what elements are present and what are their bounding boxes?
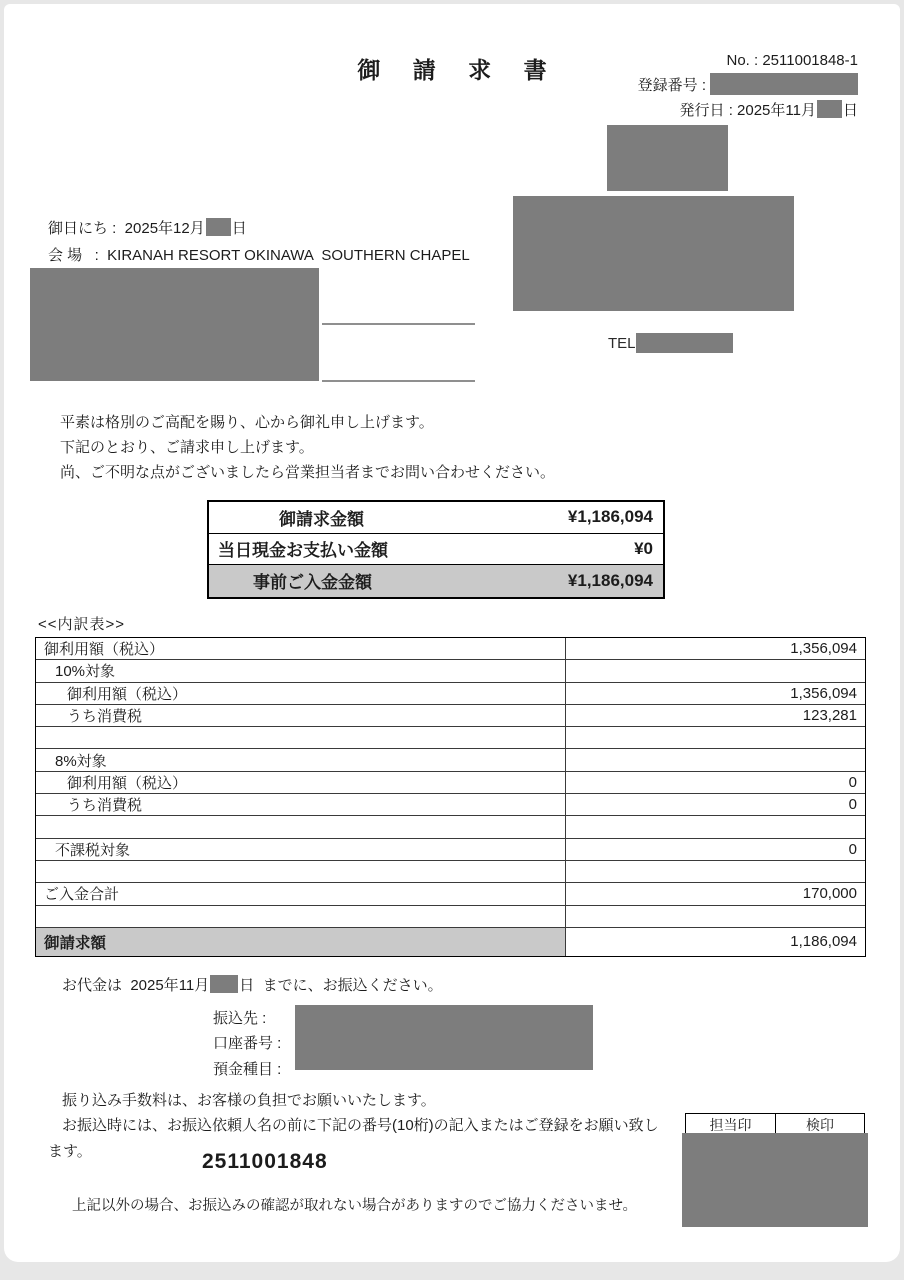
issue-date-line bbox=[638, 98, 858, 123]
breakdown-row-label bbox=[36, 705, 566, 726]
breakdown-row-value: 1,356,094 bbox=[790, 684, 857, 702]
transfer-notes bbox=[48, 1088, 659, 1164]
invoice-meta bbox=[638, 48, 858, 123]
breakdown-table bbox=[35, 637, 866, 957]
breakdown-label-text: 御請求額 bbox=[44, 934, 107, 952]
table-row bbox=[209, 502, 663, 534]
registration-number-line bbox=[638, 73, 858, 98]
table-row bbox=[36, 883, 865, 905]
payment-due-line bbox=[62, 974, 443, 995]
redaction-box bbox=[682, 1133, 868, 1227]
redaction-box bbox=[636, 333, 733, 353]
breakdown-row-label bbox=[36, 928, 566, 956]
note-line: ます。 bbox=[48, 1142, 92, 1160]
summary-row-label: 御請求金額 bbox=[279, 509, 364, 529]
event-date-line bbox=[48, 215, 470, 242]
breakdown-row-label bbox=[36, 839, 566, 860]
invoice-number: No. : 2511001848-1 bbox=[726, 52, 858, 69]
breakdown-heading: <<内訳表>> bbox=[38, 616, 126, 633]
redaction-box bbox=[206, 218, 231, 236]
breakdown-row-value bbox=[566, 727, 865, 748]
table-row bbox=[209, 534, 663, 566]
invoice-page bbox=[4, 4, 900, 1262]
greeting-paragraph bbox=[60, 410, 555, 485]
breakdown-row-value: 0 bbox=[848, 840, 857, 858]
page-title: 御 請 求 書 bbox=[357, 57, 560, 83]
redaction-box bbox=[210, 975, 238, 993]
redaction-box bbox=[817, 100, 842, 118]
redaction-box bbox=[710, 73, 858, 95]
tel-label: TEL bbox=[608, 335, 636, 352]
greeting-line: 下記のとおり、ご請求申し上げます。 bbox=[60, 439, 314, 456]
summary-row-label: 当日現金お支払い金額 bbox=[218, 541, 388, 561]
redaction-box bbox=[295, 1005, 593, 1070]
tel-line bbox=[608, 333, 733, 353]
breakdown-row-label bbox=[36, 794, 566, 815]
event-info bbox=[48, 215, 470, 269]
summary-row-value: ¥0 bbox=[634, 538, 653, 558]
table-row bbox=[36, 727, 865, 749]
table-row bbox=[36, 638, 865, 660]
breakdown-row-label bbox=[36, 883, 566, 904]
due-prefix: お代金は 2025年11月 bbox=[62, 977, 210, 994]
summary-row-value: ¥1,186,094 bbox=[567, 507, 653, 527]
breakdown-row-value: 0 bbox=[848, 796, 857, 814]
bank-detail-label: 振込先 : bbox=[213, 1010, 267, 1027]
transfer-code: 2511001848 bbox=[202, 1150, 328, 1173]
table-row bbox=[36, 861, 865, 883]
venue-line: 会 場 : KIRANAH RESORT OKINAWA SOUTHERN CHAPEL bbox=[48, 247, 470, 264]
issue-date-suffix: 日 bbox=[842, 102, 858, 119]
breakdown-row-label bbox=[36, 772, 566, 793]
table-row bbox=[36, 772, 865, 794]
stamp-header-cell: 検印 bbox=[775, 1114, 864, 1135]
redaction-box bbox=[513, 196, 794, 311]
breakdown-row-label bbox=[36, 683, 566, 704]
greeting-line: 尚、ご不明な点がございましたら営業担当者までお問い合わせください。 bbox=[60, 464, 556, 481]
bank-detail-label: 預金種目 : bbox=[213, 1060, 282, 1078]
divider-line bbox=[322, 380, 475, 382]
table-row bbox=[36, 906, 865, 928]
breakdown-row-value: 1,356,094 bbox=[790, 640, 857, 658]
stamp-header-cell: 担当印 bbox=[709, 1116, 752, 1133]
breakdown-label-text: 御利用額（税込） bbox=[67, 774, 188, 792]
divider-line bbox=[322, 323, 475, 325]
breakdown-row-value: 170,000 bbox=[802, 885, 857, 903]
registration-number-label: 登録番号 : bbox=[637, 77, 706, 94]
table-row bbox=[36, 749, 865, 771]
breakdown-row-value bbox=[566, 749, 865, 770]
breakdown-row-label bbox=[36, 727, 566, 748]
breakdown-label-text: ご入金合計 bbox=[44, 886, 120, 904]
breakdown-label-text: うち消費税 bbox=[67, 797, 143, 815]
redaction-box bbox=[607, 125, 728, 191]
breakdown-label-text: うち消費税 bbox=[67, 708, 143, 726]
summary-row-label: 事前ご入金金額 bbox=[253, 573, 372, 593]
breakdown-row-value bbox=[566, 906, 865, 927]
due-suffix: 日 までに、お振込ください。 bbox=[239, 977, 443, 994]
breakdown-row-value bbox=[566, 660, 865, 681]
breakdown-row-label bbox=[36, 816, 566, 837]
bank-detail-label: 口座番号 : bbox=[213, 1035, 282, 1053]
greeting-line: 平素は格別のご高配を賜り、心から御礼申し上げます。 bbox=[60, 414, 434, 431]
table-row bbox=[209, 565, 663, 597]
breakdown-row-label bbox=[36, 638, 566, 659]
breakdown-row-label bbox=[36, 906, 566, 927]
breakdown-label-text: 8%対象 bbox=[55, 752, 107, 770]
breakdown-row-value bbox=[566, 816, 865, 837]
breakdown-row-value: 1,186,094 bbox=[790, 933, 857, 951]
breakdown-label-text: 不課税対象 bbox=[55, 841, 131, 859]
event-date-prefix: 御日にち : 2025年12月 bbox=[48, 220, 205, 237]
redaction-box bbox=[30, 268, 319, 381]
table-row bbox=[36, 683, 865, 705]
note-line: お振込時には、お振込依頼人名の前に下記の番号(10桁)の記入またはご登録をお願い致し bbox=[62, 1117, 659, 1135]
breakdown-row-label bbox=[36, 660, 566, 681]
issue-date-prefix: 発行日 : 2025年11月 bbox=[679, 102, 816, 119]
breakdown-row-value bbox=[566, 861, 865, 882]
table-row bbox=[36, 794, 865, 816]
breakdown-label-text: 御利用額（税込） bbox=[44, 641, 165, 659]
bank-details bbox=[213, 1006, 281, 1082]
breakdown-label-text: 10%対象 bbox=[55, 663, 116, 681]
table-row bbox=[36, 839, 865, 861]
amount-summary-table bbox=[207, 500, 665, 599]
event-date-suffix: 日 bbox=[231, 220, 247, 237]
breakdown-label-text: 御利用額（税込） bbox=[67, 685, 188, 703]
table-row bbox=[36, 816, 865, 838]
footer-note: 上記以外の場合、お振込みの確認が取れない場合がありますのでご協力くださいませ。 bbox=[72, 1198, 638, 1214]
summary-row-value: ¥1,186,094 bbox=[567, 570, 653, 590]
breakdown-row-value: 123,281 bbox=[802, 707, 857, 725]
breakdown-row-label bbox=[36, 861, 566, 882]
table-row bbox=[36, 660, 865, 682]
note-line: 振り込み手数料は、お客様の負担でお願いいたします。 bbox=[62, 1092, 436, 1109]
table-row bbox=[36, 928, 865, 956]
breakdown-row-label bbox=[36, 749, 566, 770]
breakdown-row-value: 0 bbox=[848, 773, 857, 791]
table-row bbox=[36, 705, 865, 727]
